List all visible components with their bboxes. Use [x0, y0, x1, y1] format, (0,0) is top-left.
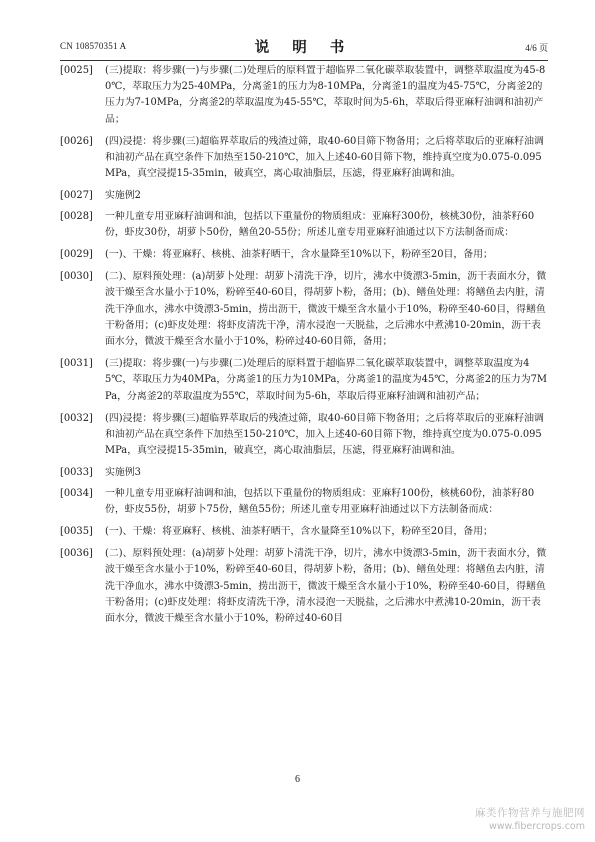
paragraph-text: (三)提取：将步骤(一)与步骤(二)处理后的原料置于超临界二氧化碳萃取装置中，调整萃取温度为45-80℃，萃取压力为25-40MPa，分离釜1的压力为8-10MPa，分离釜1的温度为45-75℃，分离釜2的压力为7-10MPa，分离釜2的萃取温度为45-55℃，萃取时间为5-6h，萃取后得亚麻籽油调和油初产品；: [105, 65, 546, 125]
paragraph-number: [0027]: [60, 190, 93, 202]
paragraph-0033: [60, 465, 548, 481]
paragraph-text: (一)、干燥：将亚麻籽、核桃、油茶籽晒干，含水量降至10%以下，粉碎至20目，备用；: [105, 249, 493, 261]
paragraph-number: [0026]: [60, 135, 93, 147]
paragraph-number: [0025]: [60, 65, 93, 76]
page-number: 6: [295, 774, 300, 785]
paragraph-text: 一种儿童专用亚麻籽油调和油，包括以下重量份的物质组成：亚麻籽300份，核桃30份，油茶籽60份，虾皮30份，胡萝卜50份，鳝鱼20-55份；所述儿童专用亚麻籽油通过以下方法制备而成：: [105, 210, 535, 238]
site-watermark: [475, 805, 585, 832]
document-title: 说 明 书: [254, 39, 354, 56]
paragraph-0030: [60, 269, 548, 350]
paragraph-text: 一种儿童专用亚麻籽油调和油，包括以下重量份的物质组成：亚麻籽100份，核桃60份，油茶籽80份，虾皮55份，胡萝卜75份，鳝鱼55份；所述儿童专用亚麻籽油通过以下方法制备而成：: [105, 487, 535, 515]
paragraph-text: (四)浸提：将步骤(三)超临界萃取后的残渣过筛，取40-60目筛下物备用；之后将萃取后的亚麻籽油调和油初产品在真空条件下加热至150-210℃，加入上述40-60目筛下物，维持真空度为0.075-0.095MPa，真空浸提15-35min，破真空，离心取油脂层，压滤，得亚麻籽油调和油。: [105, 412, 544, 457]
paragraph-number: [0029]: [60, 249, 93, 261]
paragraph-number: [0035]: [60, 526, 93, 538]
watermark-url: www.fibercrops.com: [488, 821, 585, 832]
paragraph-0034: [60, 486, 548, 518]
paragraph-text: (四)浸提：将步骤(三)超临界萃取后的残渣过筛，取40-60目筛下物备用；之后将萃取后的亚麻籽油调和油初产品在真空条件下加热至150-210℃，加入上述40-60目筛下物，维持真空度为0.075-0.095MPa，真空浸提15-35min，破真空，离心取油脂层，压滤，得亚麻籽油调和油。: [105, 135, 544, 180]
paragraph-0028: [60, 209, 548, 241]
paragraph-text: (二)、原料预处理：(a)胡萝卜处理：胡萝卜清洗干净，切片，沸水中烫漂3-5min，沥干表面水分，微波干燥至含水量小于10%，粉碎至40-60目，得胡萝卜粉，备用；(b)、鳝鱼处理：将鳝鱼去内脏，清洗干净血水，沸水中烫漂3-5min，捞出沥干，微波干燥至含水量小于10%，粉碎至40-60目，得鳝鱼干粉备用；(c)虾皮处理：将虾皮清洗干净，清水浸泡一天脱盐，之后沸水中煮沸10-20min，沥干表面水分，微波干燥至含水量小于10%，粉碎过40-60目: [105, 548, 547, 625]
page-header: [60, 36, 548, 58]
header-rule: [60, 60, 548, 61]
example-heading: 实施例3: [105, 467, 141, 479]
paragraph-0029: [60, 247, 548, 263]
watermark-site-name: 麻类作物营养与施肥网: [475, 807, 585, 819]
paragraph-0032: [60, 411, 548, 460]
paragraph-0025: [60, 63, 548, 128]
paragraph-number: [0033]: [60, 467, 93, 479]
paragraph-0036: [60, 546, 548, 627]
paragraph-number: [0028]: [60, 210, 93, 222]
paragraph-text: (三)提取：将步骤(一)与步骤(二)处理后的原料置于超临界二氧化碳萃取装置中，调整萃取温度为45℃，萃取压力为40MPa，分离釜1的压力为10MPa，分离釜1的温度为45℃，分离釜2的压力为7MPa，分离釜2的萃取温度为55℃，萃取时间为5-6h，萃取后得亚麻籽油调和油初产品；: [105, 358, 547, 402]
paragraph-number: [0036]: [60, 548, 93, 560]
page-indicator: 4/6 页: [525, 43, 548, 53]
paragraph-number: [0031]: [60, 358, 93, 370]
paragraph-text: (一)、干燥：将亚麻籽、核桃、油茶籽晒干，含水量降至10%以下，粉碎至20目，备用；: [105, 526, 493, 538]
paragraph-0031: [60, 356, 548, 405]
paragraph-0027: [60, 188, 548, 204]
paragraph-0035: [60, 524, 548, 540]
paragraph-text: (二)、原料预处理：(a)胡萝卜处理：胡萝卜清洗干净，切片，沸水中烫漂3-5min，沥干表面水分，微波干燥至含水量小于10%，粉碎至40-60目，得胡萝卜粉，备用；(b)、鳝鱼处理：将鳝鱼去内脏，清洗干净血水，沸水中烫漂3-5min，捞出沥干，微波干燥至含水量小于10%，粉碎至40-60目，得鳝鱼干粉备用；(c)虾皮处理：将虾皮清洗干净，清水浸泡一天脱盐，之后沸水中煮沸10-20min，沥干表面水分，微波干燥至含水量小于10%，粉碎过40-60目筛，备用；: [105, 271, 547, 348]
example-heading: 实施例2: [105, 190, 141, 202]
document-body: [60, 63, 548, 633]
patent-number: CN 108570351 A: [60, 41, 127, 51]
paragraph-number: [0030]: [60, 271, 93, 283]
paragraph-number: [0032]: [60, 412, 93, 424]
paragraph-number: [0034]: [60, 487, 93, 499]
paragraph-0026: [60, 134, 548, 183]
